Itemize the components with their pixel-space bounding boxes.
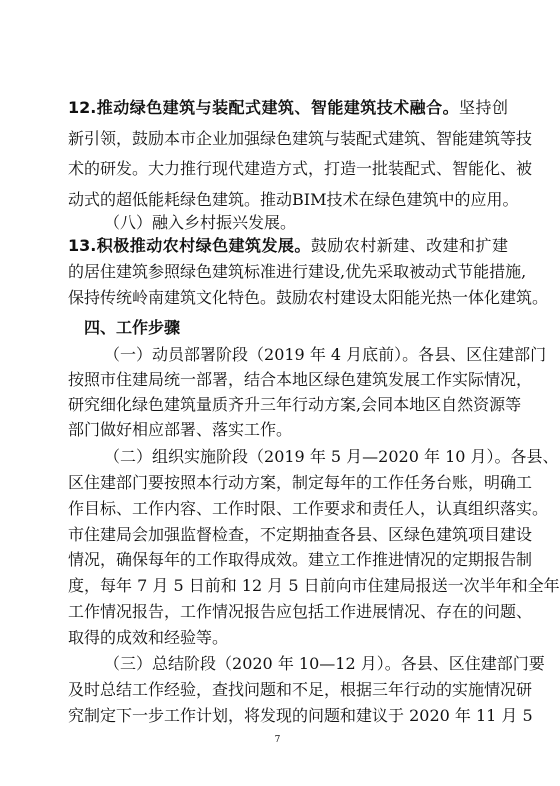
step3-line-1-text: （2020 年 10—12 月）。各县、区住建部门要 <box>216 654 545 673</box>
s12-line-4: 动式的超低能耗绿色建筑。推动BIM技术在绿色建筑中的应用。 <box>68 190 519 209</box>
step1-line-2: 按照市住建局统一部署，结合本地区绿色建筑发展工作实际情况， <box>68 370 533 389</box>
step2-line-1 <box>104 447 559 467</box>
section-8-heading: （八）融入乡村振兴发展。 <box>104 213 297 232</box>
step2-line-2: 区住建部门要按照本行动方案，制定每年的工作任务台账，明确工 <box>68 473 533 492</box>
step1-line-1-text: （2019 年 4 月底前）。各县、区住建部门 <box>248 345 547 364</box>
step3-line-1 <box>104 654 545 674</box>
step1-title: （一）动员部署阶段 <box>104 345 249 364</box>
step3-title: （三）总结阶段 <box>104 654 217 673</box>
s12-title: 12.推动绿色建筑与装配式建筑、智能建筑技术融合。 <box>68 98 460 117</box>
s13-line-2: 的居住建筑参照绿色建筑标准进行建设,优先采取被动式节能措施, <box>68 262 527 281</box>
section-4-heading: 四、工作步骤 <box>84 318 181 337</box>
s12-line-3: 术的研发。大力推行现代建造方式，打造一批装配式、智能化、被 <box>68 159 533 178</box>
step2-line-7: 工作情况报告，工作情况报告应包括工作进展情况、存在的问题、 <box>68 602 533 621</box>
step3-line-2: 及时总结工作经验，查找问题和不足，根据三年行动的实施情况研 <box>68 680 533 699</box>
step2-line-1-text: （2019 年 5 月—2020 年 10 月）。各县、 <box>248 447 559 466</box>
s13-line-1-text: 鼓励农村新建、改建和扩建 <box>310 236 508 255</box>
step2-line-5: 情况，确保每年的工作取得成效。建立工作推进情况的定期报告制 <box>68 550 533 569</box>
step2-line-3: 作目标、工作内容、工作时限、工作要求和责任人，认真组织落实。 <box>68 499 549 518</box>
s12-line-1 <box>68 98 508 118</box>
step3-line-3: 究制定下一步工作计划，将发现的问题和建议于 2020 年 11 月 5 <box>68 706 533 725</box>
s12-line-2: 新引领，鼓励本市企业加强绿色建筑与装配式建筑、智能建筑等技 <box>68 129 533 148</box>
step2-line-8: 取得的成效和经验等。 <box>68 628 229 647</box>
step2-title: （二）组织实施阶段 <box>104 447 249 466</box>
step1-line-1 <box>104 345 547 365</box>
page-number: 7 <box>274 735 281 745</box>
s13-line-3: 保持传统岭南建筑文化特色。鼓励农村建设太阳能光热一体化建筑。 <box>68 288 549 307</box>
s12-line-1-text: 坚持创 <box>459 98 508 117</box>
step2-line-6: 度，每年 7 月 5 日前和 12 月 5 日前向市住建局报送一次半年和全年 <box>68 576 560 595</box>
step1-line-3: 研究细化绿色建筑量质齐升三年行动方案,会同本地区自然资源等 <box>68 395 522 414</box>
step2-line-4: 市住建局会加强监督检查，不定期抽查各县、区绿色建筑项目建设 <box>68 525 533 544</box>
step1-line-4: 部门做好相应部署、落实工作。 <box>68 420 293 439</box>
s13-line-1 <box>68 236 508 256</box>
s13-title: 13.积极推动农村绿色建筑发展。 <box>68 236 311 255</box>
